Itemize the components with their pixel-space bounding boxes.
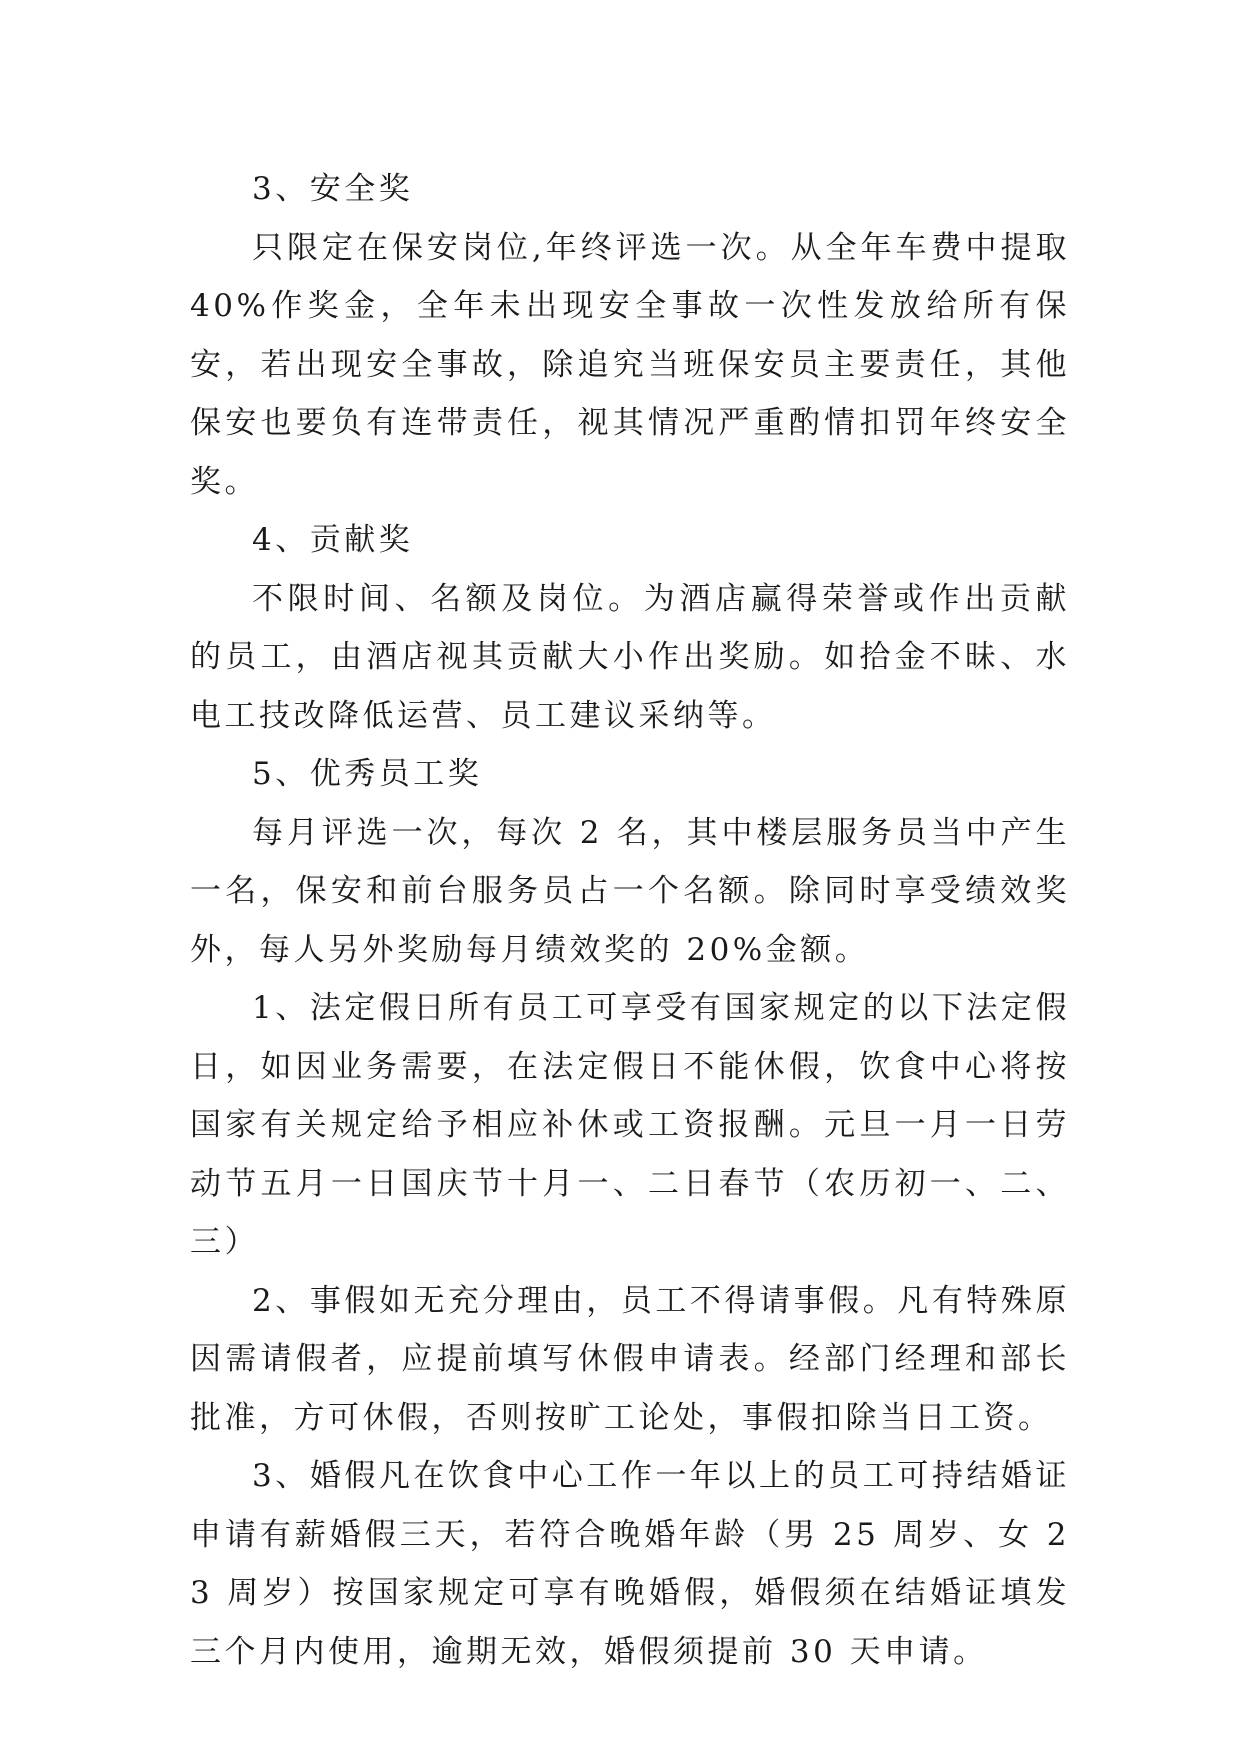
paragraph-personal-leave: 2、事假如无充分理由，员工不得请事假。凡有特殊原因需请假者，应提前填写休假申请表。经部门经理和部长批准，方可休假，否则按旷工论处，事假扣除当日工资。	[190, 1282, 1070, 1436]
paragraph-statutory-holidays: 1、法定假日所有员工可享受有国家规定的以下法定假日，如因业务需要，在法定假日不能休假，饮食中心将按国家有关规定给予相应补休或工资报酬。元旦一月一日劳动节五月一日国庆节十月一、二日春节（农历初一、二、三）	[190, 990, 1070, 1260]
paragraph-marriage-leave: 3、婚假凡在饮食中心工作一年以上的员工可持结婚证申请有薪婚假三天，若符合晚婚年龄（男 25 周岁、女 23 周岁）按国家规定可享有晚婚假，婚假须在结婚证填发三个月内使用，逾期无效，婚假须提前 30 天申请。	[190, 1458, 1070, 1670]
paragraph-contribution-award: 不限时间、名额及岗位。为酒店赢得荣誉或作出贡献的员工，由酒店视其贡献大小作出奖励。如拾金不昧、水电工技改降低运营、员工建议采纳等。	[190, 580, 1070, 734]
section-heading-excellent-employee-award: 5、优秀员工奖	[252, 756, 483, 792]
section-heading-contribution-award: 4、贡献奖	[252, 522, 414, 558]
section-heading-safety-award: 3、安全奖	[252, 171, 414, 207]
paragraph-excellent-employee-award: 每月评选一次，每次 2 名，其中楼层服务员当中产生一名，保安和前台服务员占一个名额。除同时享受绩效奖外，每人另外奖励每月绩效奖的 20%金额。	[190, 814, 1070, 968]
paragraph-safety-award: 只限定在保安岗位,年终评选一次。从全年车费中提取40%作奖金，全年未出现安全事故一次性发放给所有保安，若出现安全事故，除追究当班保安员主要责任，其他保安也要负有连带责任，视其情况严重酌情扣罚年终安全奖。	[190, 229, 1070, 500]
document-body	[190, 160, 1070, 1681]
